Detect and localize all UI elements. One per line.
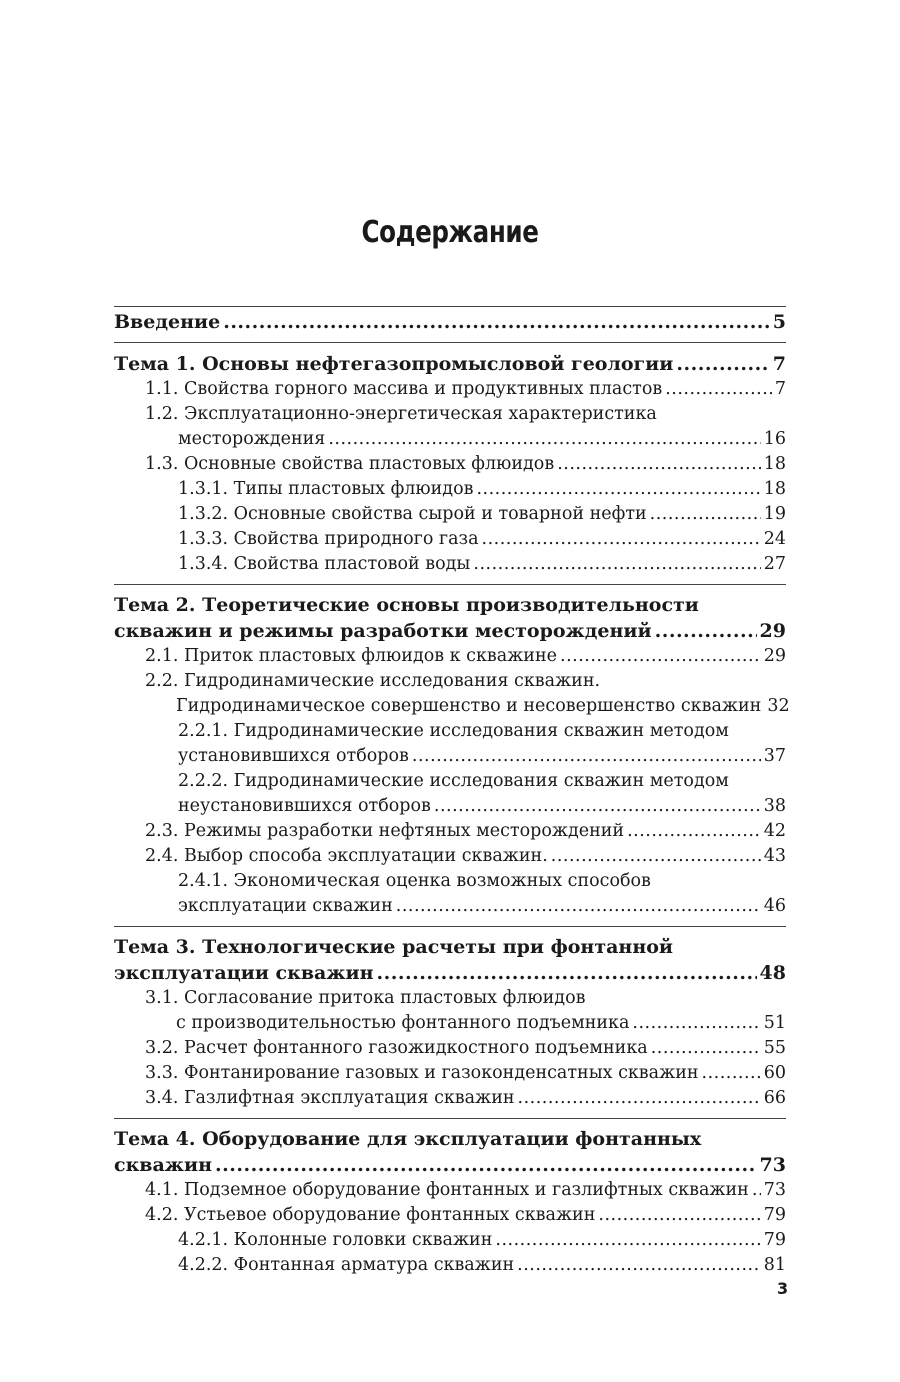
leader-dots xyxy=(651,1036,761,1061)
toc-entry-1-3-1[interactable]: 1.3.1. Типы пластовых флюидов ..... 18 xyxy=(114,477,786,502)
toc-entry-topic-1[interactable]: Тема 1. Основы нефтегазопромысловой геологии ..... 7 xyxy=(114,351,786,377)
toc-separator xyxy=(114,306,786,307)
toc-entry-topic-3[interactable]: Тема 3. Технологические расчеты при фонтанной xyxy=(114,936,673,958)
toc-entry-topic-2[interactable]: Тема 2. Теоретические основы производительности xyxy=(114,594,699,616)
leader-dots xyxy=(665,377,772,402)
leader-dots xyxy=(598,1203,760,1228)
toc-entry-topic-3-cont[interactable]: эксплуатации скважин ..... 48 xyxy=(114,960,786,986)
toc-entry-2-2-2-cont[interactable]: неустановившихся отборов ..... 38 xyxy=(114,794,786,819)
leader-dots xyxy=(223,309,770,335)
toc-entry-2-2-cont[interactable]: Гидродинамическое совершенство и несовершенство скважин 32 xyxy=(114,694,786,719)
toc-entry-1-3-3[interactable]: 1.3.3. Свойства природного газа ..... 24 xyxy=(114,527,786,552)
leader-dots xyxy=(632,1011,760,1036)
leader-dots xyxy=(650,502,761,527)
toc-entry-2-4[interactable]: 2.4. Выбор способа эксплуатации скважин. ..... 43 xyxy=(114,844,786,869)
leader-dots xyxy=(328,427,760,452)
leader-dots xyxy=(557,452,761,477)
leader-dots xyxy=(434,794,761,819)
toc-entry-2-3[interactable]: 2.3. Режимы разработки нефтяных месторождений ..... 42 xyxy=(114,819,786,844)
toc-entry-4-2[interactable]: 4.2. Устьевое оборудование фонтанных скважин ..... 79 xyxy=(114,1203,786,1228)
toc-entry-2-2-2[interactable]: 2.2.2. Гидродинамические исследования скважин методом xyxy=(114,769,786,794)
toc-entry-2-1[interactable]: 2.1. Приток пластовых флюидов к скважине ..... 29 xyxy=(114,644,786,669)
toc-entry-1-3[interactable]: 1.3. Основные свойства пластовых флюидов ..... 18 xyxy=(114,452,786,477)
toc-entry-1-1[interactable]: 1.1. Свойства горного массива и продуктивных пластов ..... 7 xyxy=(114,377,786,402)
leader-dots xyxy=(412,744,761,769)
page-number: 3 xyxy=(777,1279,789,1298)
toc-entry-2-4-1-cont[interactable]: эксплуатации скважин ..... 46 xyxy=(114,894,786,919)
toc-entry-3-3[interactable]: 3.3. Фонтанирование газовых и газоконденсатных скважин ..... 60 xyxy=(114,1061,786,1086)
toc-entry-3-1[interactable]: 3.1. Согласование притока пластовых флюидов xyxy=(114,986,786,1011)
toc-entry-4-1[interactable]: 4.1. Подземное оборудование фонтанных и газлифтных скважин ..... 73 xyxy=(114,1178,786,1203)
leader-dots xyxy=(551,844,761,869)
toc-separator xyxy=(114,342,786,343)
leader-dots xyxy=(627,819,761,844)
toc-entry-3-2[interactable]: 3.2. Расчет фонтанного газожидкостного подъемника ..... 55 xyxy=(114,1036,786,1061)
leader-dots xyxy=(752,1178,761,1203)
leader-dots xyxy=(473,552,760,577)
toc-entry-topic-4[interactable]: Тема 4. Оборудование для эксплуатации фонтанных xyxy=(114,1128,702,1150)
toc-separator xyxy=(114,1118,786,1119)
toc-entry-2-2-1[interactable]: 2.2.1. Гидродинамические исследования скважин методом xyxy=(114,719,786,744)
toc-entry-3-1-cont[interactable]: с производительностью фонтанного подъемника ..... 51 xyxy=(114,1011,786,1036)
leader-dots xyxy=(495,1228,760,1253)
table-of-contents xyxy=(114,306,790,1278)
toc-separator xyxy=(114,584,786,585)
toc-entry-topic-2-cont[interactable]: скважин и режимы разработки месторождений ..... 29 xyxy=(114,618,786,644)
toc-entry-2-2[interactable]: 2.2. Гидродинамические исследования скважин. xyxy=(114,669,786,694)
leader-dots xyxy=(377,960,757,986)
toc-entry-1-2[interactable]: 1.2. Эксплуатационно-энергетическая характеристика xyxy=(114,402,786,427)
toc-entry-2-4-1[interactable]: 2.4.1. Экономическая оценка возможных способов xyxy=(114,869,786,894)
toc-entry-topic-4-cont[interactable]: скважин ..... 73 xyxy=(114,1152,786,1178)
leader-dots xyxy=(518,1086,761,1111)
leader-dots xyxy=(476,477,760,502)
leader-dots xyxy=(215,1152,757,1178)
toc-entry-intro[interactable]: Введение ..... 5 xyxy=(114,309,786,335)
leader-dots xyxy=(560,644,761,669)
toc-entry-4-2-1[interactable]: 4.2.1. Колонные головки скважин ..... 79 xyxy=(114,1228,786,1253)
leader-dots xyxy=(676,351,769,377)
toc-entry-3-4[interactable]: 3.4. Газлифтная эксплуатация скважин ..... 66 xyxy=(114,1086,786,1111)
leader-dots xyxy=(482,527,761,552)
toc-entry-1-3-2[interactable]: 1.3.2. Основные свойства сырой и товарной нефти ..... 19 xyxy=(114,502,786,527)
toc-separator xyxy=(114,926,786,927)
leader-dots xyxy=(517,1253,761,1278)
leader-dots xyxy=(702,1061,761,1086)
toc-entry-4-2-2[interactable]: 4.2.2. Фонтанная арматура скважин ..... 81 xyxy=(114,1253,786,1278)
leader-dots xyxy=(655,618,757,644)
toc-entry-1-2-cont[interactable]: месторождения ..... 16 xyxy=(114,427,786,452)
toc-entry-2-2-1-cont[interactable]: установившихся отборов ..... 37 xyxy=(114,744,786,769)
page-title: Содержание xyxy=(361,215,539,250)
leader-dots xyxy=(396,894,761,919)
toc-entry-1-3-4[interactable]: 1.3.4. Свойства пластовой воды ..... 27 xyxy=(114,552,786,577)
